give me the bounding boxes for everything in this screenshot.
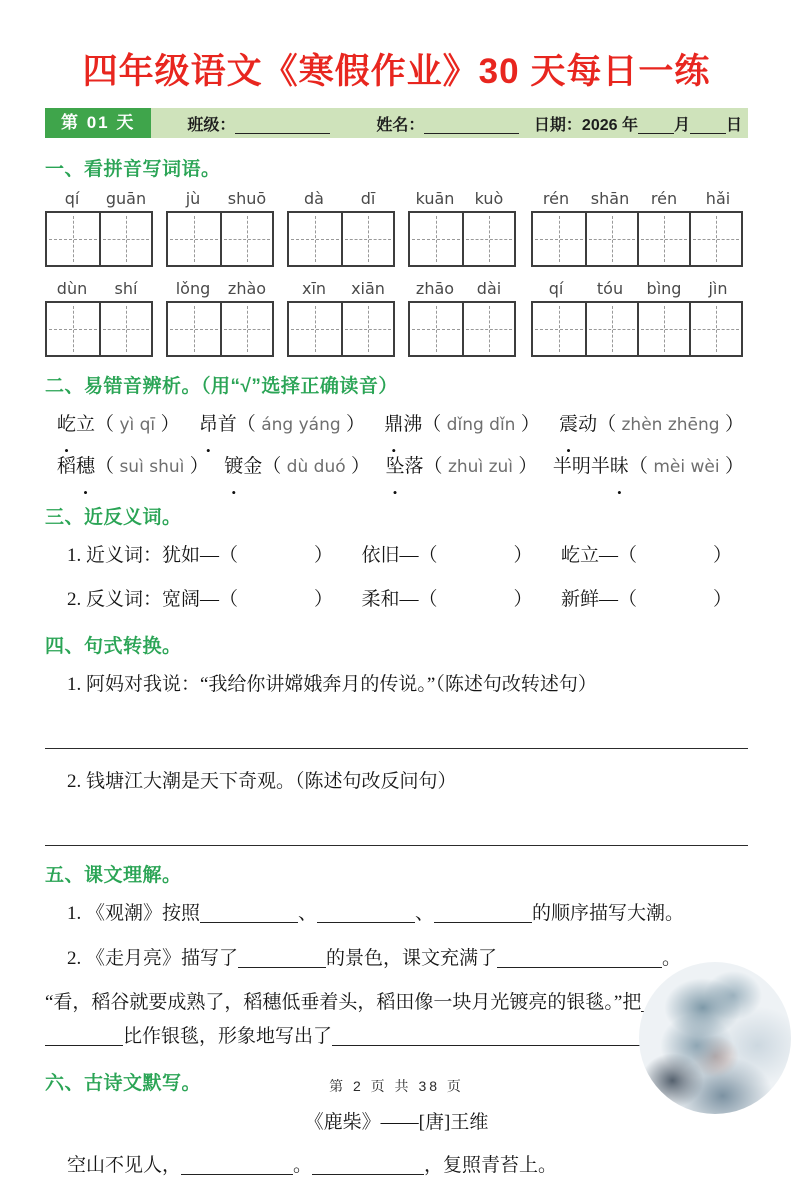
synonym-line: 1. 近义词：犹如—（ ） 依旧—（ ） 屹立—（ ） xyxy=(67,544,733,566)
blank-underline xyxy=(45,1027,123,1046)
hanzi-writing-cell xyxy=(99,303,151,355)
pinyin-label: qí xyxy=(64,189,80,208)
pronunciation-line xyxy=(45,446,748,488)
word: 镀金 xyxy=(224,456,262,477)
blank-underline xyxy=(238,949,326,968)
pinyin-options: dù duó xyxy=(281,456,352,477)
hanzi-writing-cell xyxy=(689,213,741,265)
pinyin-word-group xyxy=(45,277,153,357)
pinyin-options: zhèn zhēng xyxy=(616,415,725,435)
blank-underline xyxy=(181,1156,293,1175)
hanzi-writing-cell xyxy=(168,213,220,265)
answer-line xyxy=(45,845,748,846)
page-number: 第 2 页 共 38 页 xyxy=(329,1078,464,1094)
blank-underline xyxy=(332,1027,652,1046)
pronunciation-item: 震动（ zhèn zhēng ） xyxy=(559,404,744,446)
pinyin-word-group xyxy=(45,187,153,267)
hanzi-writing-cell xyxy=(168,303,220,355)
blank-underline xyxy=(497,949,662,968)
hanzi-writing-cell xyxy=(637,303,689,355)
pinyin-label: tóu xyxy=(596,279,624,298)
hanzi-writing-cell xyxy=(220,303,272,355)
pinyin-label: kuò xyxy=(474,189,504,208)
emphasized-character: 屹 xyxy=(57,414,77,435)
hanzi-writing-cell xyxy=(462,303,514,355)
blank-underline xyxy=(690,118,726,134)
pinyin-label: dī xyxy=(360,189,376,208)
pronunciation-item: 坠落（ zhuì zuì ） xyxy=(386,446,538,488)
pinyin-label: xiān xyxy=(351,279,385,298)
word: 半明半昧 xyxy=(553,456,629,477)
hanzi-writing-cell xyxy=(462,213,514,265)
word: 震动 xyxy=(559,414,597,435)
answer-line xyxy=(45,748,748,749)
hanzi-writing-cell xyxy=(585,303,637,355)
pronunciation-item: 镀金（ dù duó ） xyxy=(224,446,370,488)
hanzi-writing-cell xyxy=(47,213,99,265)
header-bar xyxy=(45,108,748,138)
emphasized-character: 坠 xyxy=(385,455,405,477)
pinyin-label: bìng xyxy=(646,279,682,298)
pinyin-label: jìn xyxy=(708,279,728,298)
emphasized-character: 昧 xyxy=(609,455,629,477)
hanzi-writing-cell xyxy=(289,213,341,265)
pinyin-label: dài xyxy=(476,279,502,298)
date-field: 日期：2026 年 月 日 xyxy=(533,116,742,134)
word: 屹立 xyxy=(57,414,95,435)
blank-underline xyxy=(434,904,532,923)
pinyin-word-group xyxy=(287,187,395,267)
pinyin-word-group xyxy=(408,277,516,357)
name-field: 姓名： xyxy=(376,112,519,135)
pinyin-label: shuō xyxy=(227,189,267,208)
pinyin-label: dà xyxy=(304,189,324,208)
pinyin-label: xīn xyxy=(301,279,327,298)
blank-underline xyxy=(200,904,298,923)
pinyin-word-group xyxy=(166,277,274,357)
pinyin-label: rén xyxy=(542,189,570,208)
pinyin-options: dǐng dǐn xyxy=(441,415,521,435)
section-1-heading: 一、看拼音写词语。 xyxy=(45,159,221,180)
section-6-heading: 六、古诗文默写。 xyxy=(45,1073,202,1095)
pinyin-label: hǎi xyxy=(705,189,731,208)
section-2-heading: 二、易错音辨析。（用“√”选择正确读音） xyxy=(45,376,398,397)
section-4-heading: 四、句式转换。 xyxy=(45,635,182,657)
pinyin-options: áng yáng xyxy=(255,415,347,435)
pronunciation-item: 屹立（ yì qī ） xyxy=(57,404,180,446)
pinyin-word-group xyxy=(529,187,745,267)
pinyin-label: shān xyxy=(590,189,630,208)
blank-underline xyxy=(424,118,519,134)
word: 昂首 xyxy=(199,414,237,435)
poem-line: 空山不见人， 。 ，复照青苔上。 xyxy=(67,1155,558,1177)
pinyin-label: rén xyxy=(650,189,678,208)
pinyin-writing-grids xyxy=(45,187,748,357)
section-5-heading: 五、课文理解。 xyxy=(45,865,182,887)
pinyin-options: yì qī xyxy=(114,415,161,435)
blank-underline xyxy=(312,1156,424,1175)
sentence-task-1: 1. 阿妈对我说：“我给你讲嫦娥奔月的传说。”（陈述句改转述句） xyxy=(67,673,597,695)
hanzi-writing-cell xyxy=(585,213,637,265)
pinyin-label: jù xyxy=(185,189,201,208)
hanzi-writing-cell xyxy=(410,303,462,355)
pinyin-label: shí xyxy=(114,279,138,298)
antonym-line: 2. 反义词：宽阔—（ ） 柔和—（ ） 新鲜—（ ） xyxy=(67,588,733,610)
pinyin-options: zhuì zuì xyxy=(442,456,519,477)
emphasized-character: 穗 xyxy=(76,455,96,477)
hanzi-writing-cell xyxy=(341,213,393,265)
blank-underline xyxy=(317,904,415,923)
hanzi-writing-cell xyxy=(341,303,393,355)
emphasized-character: 鼎 xyxy=(384,414,404,435)
pinyin-label: qí xyxy=(548,279,564,298)
hanzi-writing-cell xyxy=(637,213,689,265)
pinyin-grid-row xyxy=(45,277,748,357)
pinyin-word-group xyxy=(408,187,516,267)
comprehension-quote: “看，稻谷就要成熟了，稻穗低垂着头，稻田像一块月光镀亮的银毯。”把 比作银毯，形象地写出了 xyxy=(45,986,748,1054)
emphasized-character: 震 xyxy=(559,414,579,435)
pinyin-label: zhào xyxy=(227,279,267,298)
word: 稻穗 xyxy=(57,456,95,477)
pinyin-options: mèi wèi xyxy=(647,456,725,477)
sentence-task-2: 2. 钱塘江大潮是天下奇观。（陈述句改反问句） xyxy=(67,771,457,793)
pronunciation-item: 稻穗（ suì shuì ） xyxy=(57,446,209,488)
page-title: 四年级语文《寒假作业》30 天每日一练 xyxy=(82,52,711,91)
comprehension-item-2: 2. 《走月亮》描写了 的景色，课文充满了 。 xyxy=(67,947,682,969)
pronunciation-item: 昂首（ áng yáng ） xyxy=(199,404,365,446)
class-field: 班级： xyxy=(187,112,330,135)
pinyin-label: lǒng xyxy=(175,279,211,298)
pinyin-label: dùn xyxy=(56,279,88,298)
hanzi-writing-cell xyxy=(533,303,585,355)
word: 鼎沸 xyxy=(384,414,422,435)
pinyin-word-group xyxy=(529,277,745,357)
word: 坠落 xyxy=(386,456,424,477)
blank-underline xyxy=(235,118,330,134)
hanzi-writing-cell xyxy=(47,303,99,355)
pinyin-options: suì shuì xyxy=(114,456,190,477)
day-badge: 第 01 天 xyxy=(45,108,151,138)
hanzi-writing-cell xyxy=(689,303,741,355)
blank-underline xyxy=(638,118,674,134)
pronunciation-item: 半明半昧（ mèi wèi ） xyxy=(553,446,744,488)
hanzi-writing-cell xyxy=(533,213,585,265)
pinyin-label: guān xyxy=(105,189,147,208)
pinyin-label: kuān xyxy=(415,189,455,208)
pronunciation-choices xyxy=(45,404,748,488)
pronunciation-line xyxy=(45,404,748,446)
pronunciation-item: 鼎沸（ dǐng dǐn ） xyxy=(384,404,540,446)
pinyin-grid-row xyxy=(45,187,748,267)
hanzi-writing-cell xyxy=(289,303,341,355)
pinyin-label: zhāo xyxy=(415,279,455,298)
emphasized-character: 昂 xyxy=(198,414,218,435)
emphasized-character: 镀 xyxy=(224,455,244,477)
comprehension-item-1: 1. 《观潮》按照 、 、 的顺序描写大潮。 xyxy=(67,903,685,925)
poem-title: 《鹿柴》——[唐]王维 xyxy=(304,1112,489,1134)
pinyin-word-group xyxy=(166,187,274,267)
pinyin-word-group xyxy=(287,277,395,357)
hanzi-writing-cell xyxy=(220,213,272,265)
section-3-heading: 三、近反义词。 xyxy=(45,506,182,528)
hanzi-writing-cell xyxy=(410,213,462,265)
hanzi-writing-cell xyxy=(99,213,151,265)
